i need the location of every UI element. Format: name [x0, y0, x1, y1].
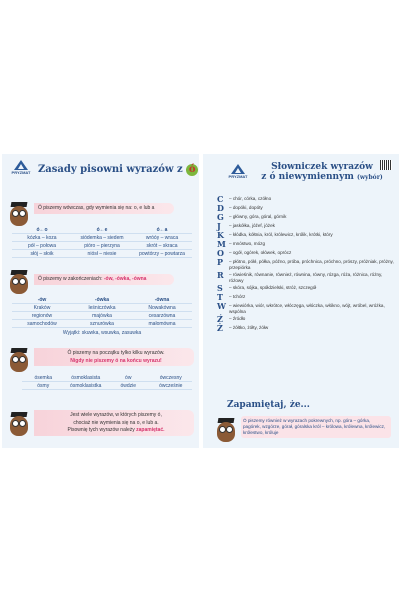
exceptions-note: Wyjątki: skuwka, wsuwka, zasuwka	[62, 330, 142, 336]
list-item: Ż – żółtko, żółty, żółw	[217, 323, 269, 333]
rule4-banner: Jest wiele wyrazów, w których piszemy ó, chociaż nie wymienia się na o, e lub a. Pisownię tych wyrazów należy zapamiętać.	[34, 410, 194, 436]
table-row: regionów majówka cesarzówna	[12, 312, 192, 320]
table-row: ósmy ósmoklasistka ówdzie ówcześnie	[22, 382, 192, 390]
pryzmat-logo: PRYZMAT	[8, 160, 34, 184]
list-item: M – mnóstwo, mózg	[217, 239, 265, 249]
barcode-icon	[380, 160, 392, 170]
owl-icon	[8, 200, 30, 226]
right-poster	[203, 154, 399, 448]
list-item: Ź – źródło	[217, 314, 246, 324]
owl-icon	[8, 410, 30, 436]
pryzmat-logo: PRYZMAT	[225, 164, 251, 188]
right-title: Słowniczek wyrazów z ó niewymiennym (wybór)	[261, 162, 383, 182]
table-header-row: ó←o ó←e ó←a	[12, 226, 192, 234]
list-item: S – skóra, sójka, spółdzielski, stróż, szczegół	[217, 283, 317, 293]
rule2-table	[12, 296, 192, 328]
remember-title: Zapamiętaj, że...	[227, 400, 310, 410]
list-item: C – chór, córka, czółno	[217, 194, 272, 204]
table-row: kózka – koza siódemka – siedem wróćę – wraca	[12, 234, 192, 242]
table-row: słój – słoik niósł – niesie powtórzy – powtarza	[12, 250, 192, 258]
list-item: D – dopóki, dopóty	[217, 203, 263, 213]
list-item: R – rówieśnik, równanie, również, równina, równy, rózga, róża, różnica, różny, różowy	[217, 270, 383, 283]
list-item: W – wiewiórka, wiór, wkrótce, włóczęga, włóczka, włókno, wójt, wróbel, wróżka, wspólna	[217, 301, 385, 314]
table-row: samochodów sznurówka małomówna	[12, 320, 192, 328]
owl-icon	[8, 268, 30, 294]
table-header-row: -ów -ówka -ówna	[12, 296, 192, 304]
remember-note: Ó piszemy również w wyrazach pokrewnych, np. góra – górka, pagórek, wzgórze, górał, góralska król – królowa, królewna, królewicz, królestwo, królujе	[241, 416, 391, 438]
list-item: O – ogół, ogórek, ołówek, oprócz	[217, 248, 292, 258]
owl-icon	[215, 416, 237, 442]
list-item: K – kłódka, kółtnia, król, królewicz, królik, krótki, który	[217, 230, 333, 240]
table-row: ósemka ósmoklasista ów ówczesny	[22, 374, 192, 382]
rule1-table	[12, 226, 192, 258]
table-row: Kraków leśniczówka Nowakówna	[12, 304, 192, 312]
list-item: G – główny, góra, góral, górnik	[217, 212, 287, 222]
owl-icon	[8, 346, 30, 372]
table-row: pół – połowa pióro – pierzyna skrót – skraca	[12, 242, 192, 250]
rule1-banner: Ó piszemy wówczas, gdy wymienia się na: o, e lub a	[34, 203, 174, 214]
apple-icon: ó	[186, 164, 198, 176]
rule3-table	[22, 374, 192, 390]
rule3-banner: Ó piszemy na początku tylko kilku wyrazów. Nigdy nie piszemy ó na końcu wyrazu!	[34, 348, 194, 366]
list-item: T – tchórz	[217, 292, 246, 302]
left-poster	[2, 154, 199, 448]
rule2-banner: Ó piszemy w zakończeniach: -ów, -ówka, -ówna	[34, 274, 174, 285]
list-item: P – płótno, pókł, półka, późno, próba, próchnica, próchno, prószy, próżniak, próżny, przepiórka	[217, 257, 394, 270]
dictionary-list	[217, 196, 395, 334]
left-title: Zasady pisowni wyrazów z ó	[38, 164, 198, 176]
list-item: J – jaskółka, jóźef, jóżek	[217, 221, 275, 231]
